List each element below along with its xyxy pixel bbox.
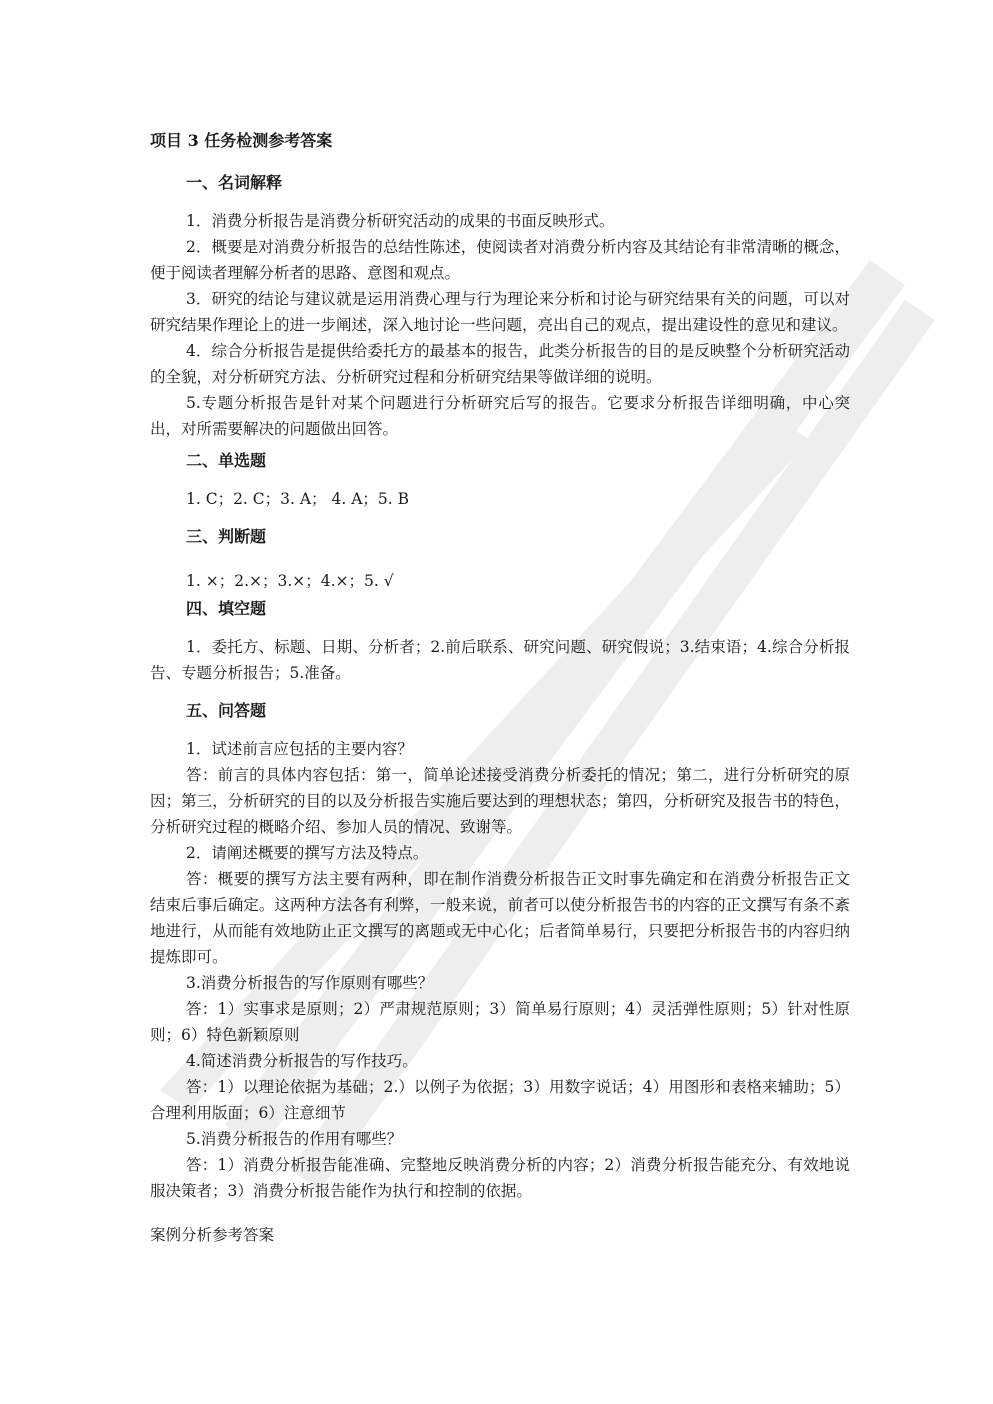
case-analysis-heading: 案例分析参考答案 xyxy=(150,1226,275,1244)
section-heading-definitions: 一、名词解释 xyxy=(186,173,283,192)
qa-answer-4: 答：1）以理论依据为基础；2.）以例子为依据；3）用数字说话；4）用图形和表格来辅助；5）合理利用版面；6）注意细节 xyxy=(150,1078,850,1122)
definition-item-5: 5.专题分析报告是针对某个问题进行分析研究后写的报告。它要求分析报告详细明确，中心突出，对所需要解决的问题做出回答。 xyxy=(150,394,850,438)
document-page xyxy=(150,128,850,1248)
qa-answer-5: 答：1）消费分析报告能准确、完整地反映消费分析的内容；2）消费分析报告能充分、有效地说服决策者；3）消费分析报告能作为执行和控制的依据。 xyxy=(150,1156,850,1200)
section-heading-true-false: 三、判断题 xyxy=(186,527,267,546)
section-heading-single-choice: 二、单选题 xyxy=(186,451,267,470)
qa-question-5: 5.消费分析报告的作用有哪些？ xyxy=(186,1130,403,1148)
section-heading-qa: 五、问答题 xyxy=(186,701,267,720)
definition-item-3: 3．研究的结论与建议就是运用消费心理与行为理论来分析和讨论与研究结果有关的问题，可以对研究结果作理论上的进一步阐述，深入地讨论一些问题，亮出自己的观点，提出建设性的意见和建议。 xyxy=(150,290,850,334)
qa-answer-2: 答：概要的撰写方法主要有两种，即在制作消费分析报告正文时事先确定和在消费分析报告正文结束后事后确定。这两种方法各有利弊，一般来说，前者可以使分析报告书的内容的正文撰写有条不紊地进行，从而能有效地防止正文撰写的离题或无中心化；后者简单易行，只要把分析报告书的内容归纳提炼即可。 xyxy=(150,870,850,966)
qa-question-3: 3.消费分析报告的写作原则有哪些？ xyxy=(186,974,434,992)
qa-question-1: 1．试述前言应包括的主要内容？ xyxy=(186,740,413,758)
true-false-answers: 1. ×；2.×；3.×；4.×；5. √ xyxy=(186,572,394,590)
document-title: 项目 3 任务检测参考答案 xyxy=(150,131,333,150)
definition-item-1: 1．消费分析报告是消费分析研究活动的成果的书面反映形式。 xyxy=(186,212,615,230)
qa-question-4: 4.简述消费分析报告的写作技巧。 xyxy=(186,1052,418,1070)
section-heading-fill-blank: 四、填空题 xyxy=(186,599,267,618)
qa-question-2: 2．请阐述概要的撰写方法及特点。 xyxy=(186,844,429,862)
definition-item-2: 2．概要是对消费分析报告的总结性陈述，使阅读者对消费分析内容及其结论有非常清晰的概念，便于阅读者理解分析者的思路、意图和观点。 xyxy=(150,238,850,282)
qa-answer-3: 答：1）实事求是原则；2）严肃规范原则；3）简单易行原则；4）灵活弹性原则；5）针对性原则；6）特色新颖原则 xyxy=(150,1000,850,1044)
qa-answer-1: 答：前言的具体内容包括：第一，简单论述接受消费分析委托的情况；第二，进行分析研究的原因；第三，分析研究的目的以及分析报告实施后要达到的理想状态；第四，分析研究及报告书的特色，分析研究过程的概略介绍、参加人员的情况、致谢等。 xyxy=(150,766,850,836)
definition-item-4: 4．综合分析报告是提供给委托方的最基本的报告，此类分析报告的目的是反映整个分析研究活动的全貌，对分析研究方法、分析研究过程和分析研究结果等做详细的说明。 xyxy=(150,342,850,386)
single-choice-answers: 1. C；2. C；3. A； 4. A；5. B xyxy=(186,490,410,508)
fill-blank-answers: 1．委托方、标题、日期、分析者；2.前后联系、研究问题、研究假说；3.结束语；4.综合分析报告、专题分析报告；5.准备。 xyxy=(150,638,850,682)
